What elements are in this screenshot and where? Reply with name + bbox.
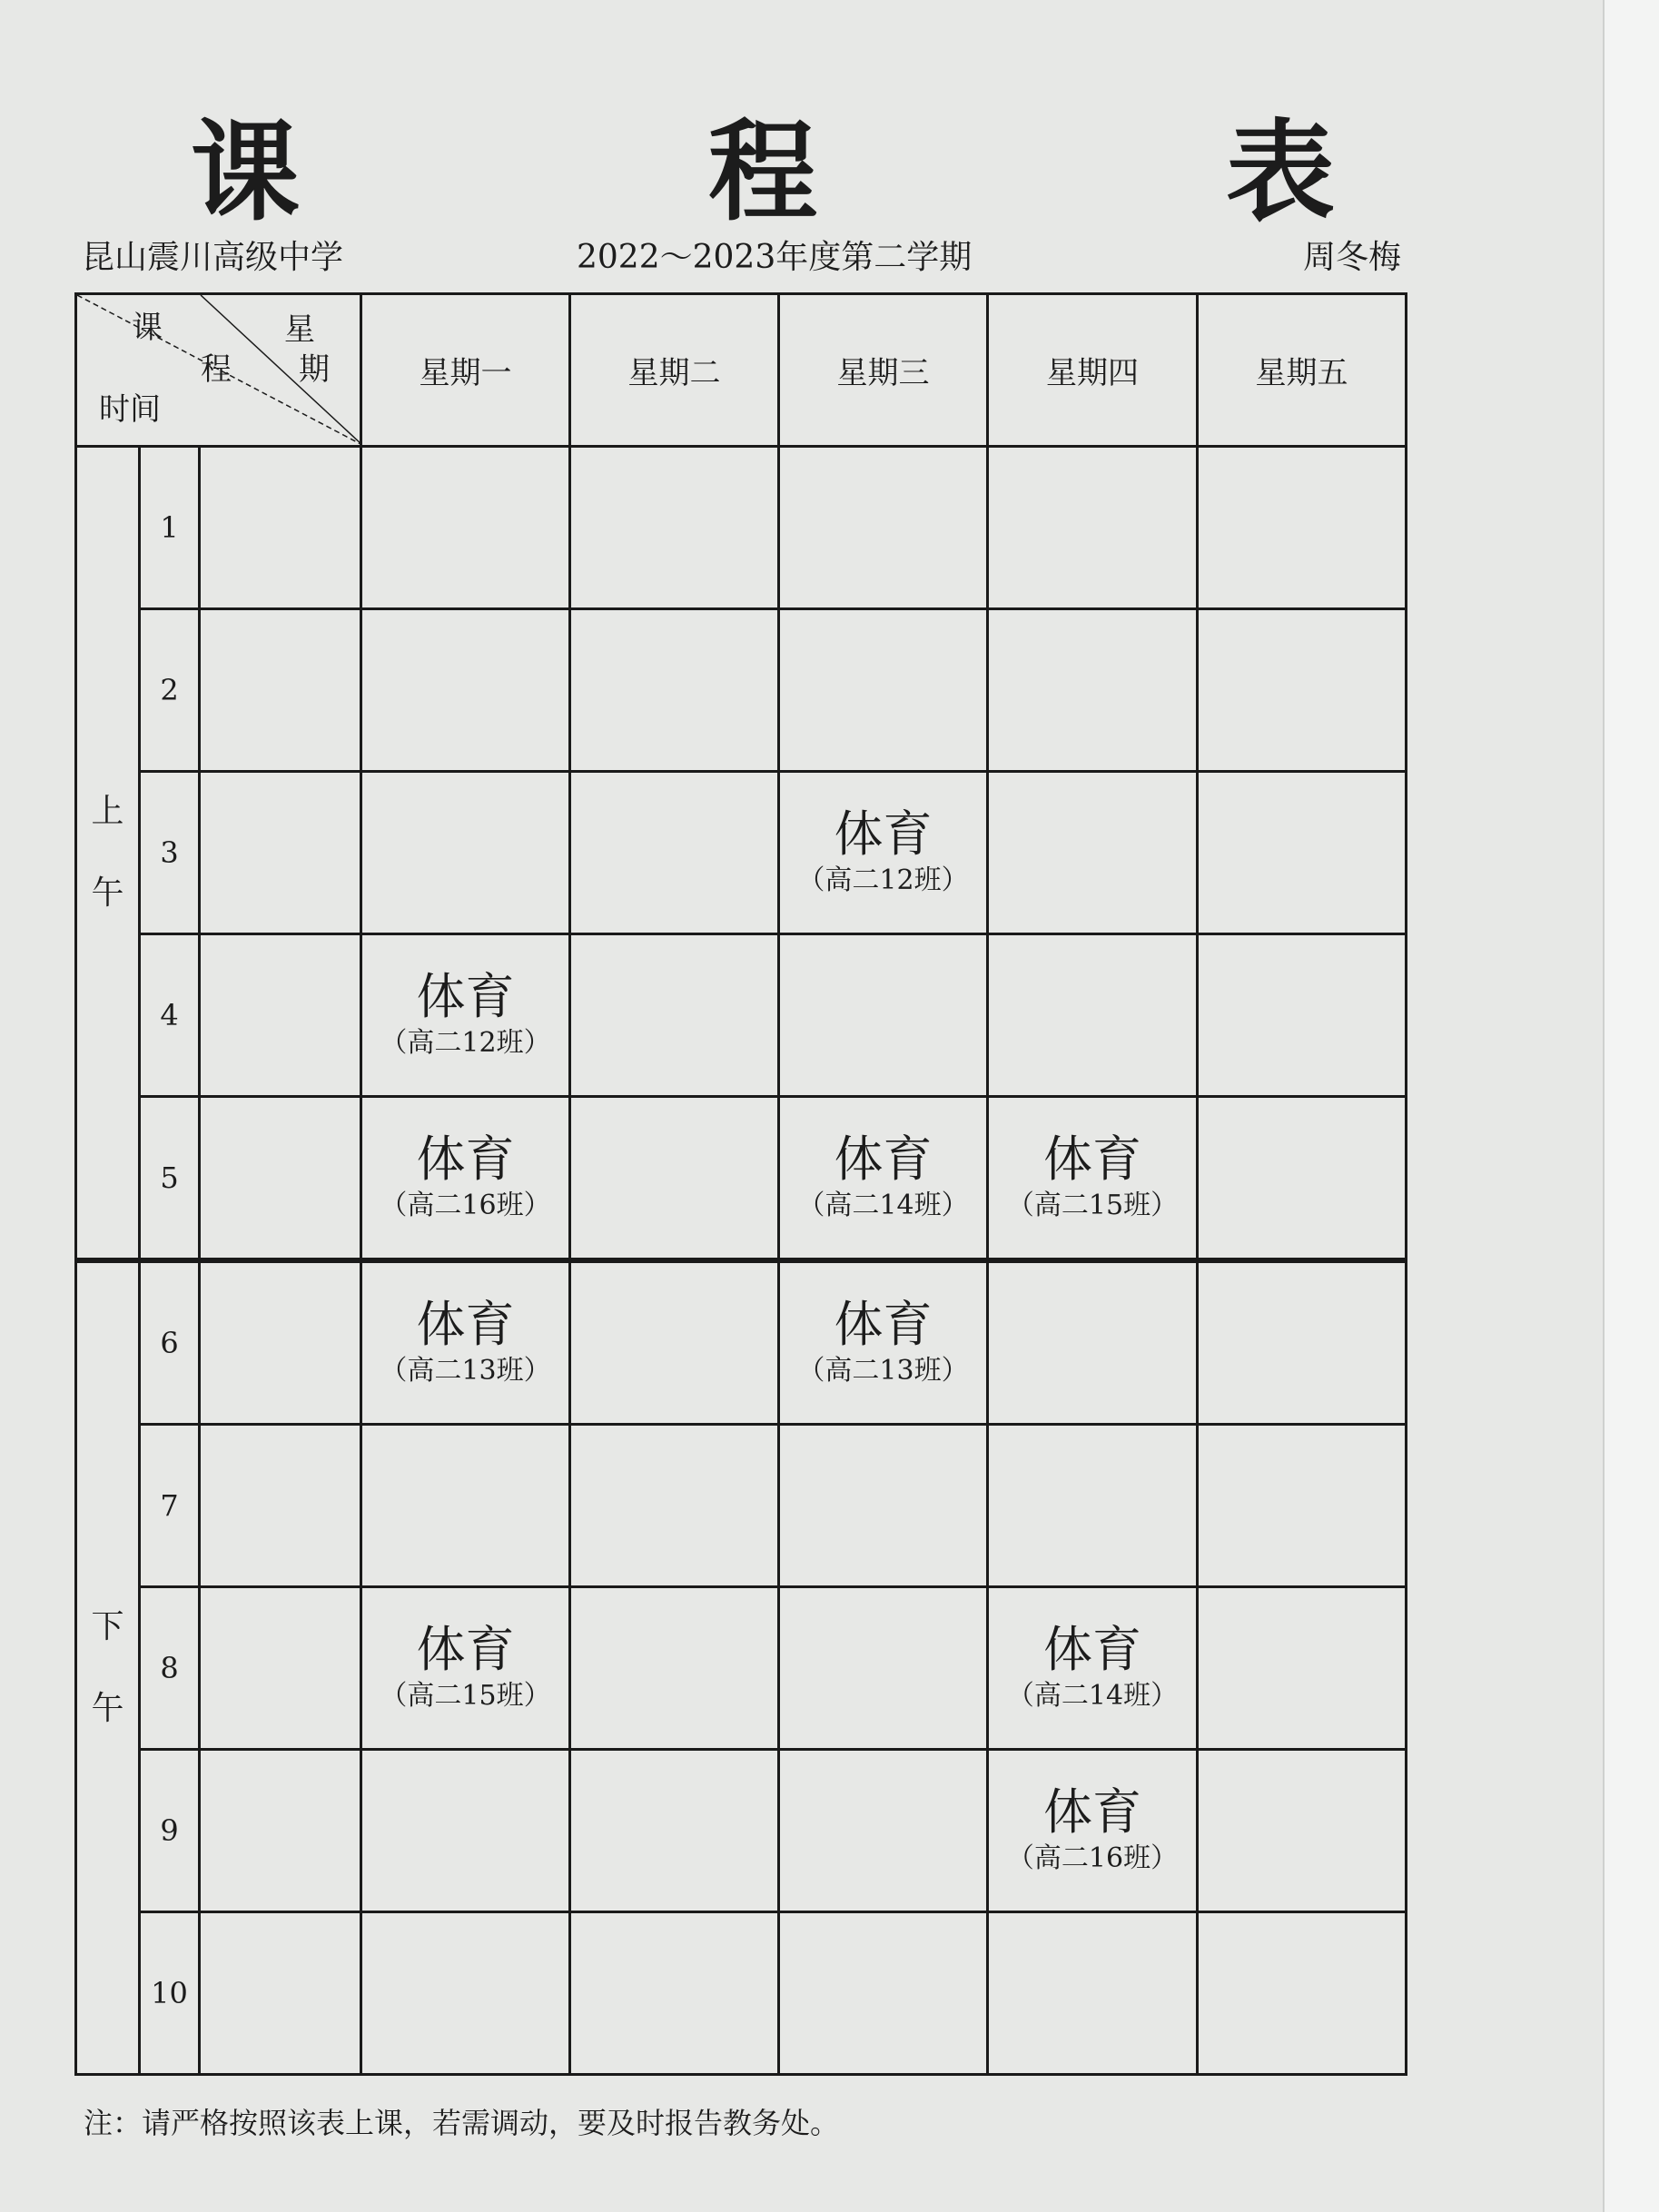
lesson-cell-fri (1198, 934, 1407, 1097)
lesson-cell-fri (1198, 1912, 1407, 2075)
lesson-cell-thu (988, 1425, 1198, 1587)
lesson-cell-mon (361, 1912, 570, 2075)
lesson-cell-thu (988, 934, 1198, 1097)
period-number: 10 (140, 1912, 200, 2075)
lesson-cell-mon (361, 772, 570, 934)
period-time-cell (200, 1750, 361, 1912)
period-row (76, 1750, 1407, 1912)
lesson-cell-mon (361, 934, 570, 1097)
period-number: 4 (140, 934, 200, 1097)
class-name: （高二12班） (797, 864, 969, 896)
period-number: 2 (140, 609, 200, 772)
day-header-thu: 星期四 (988, 294, 1198, 447)
lesson-cell-fri (1198, 772, 1407, 934)
lesson-cell-tue (570, 609, 779, 772)
corner-course-bottom: 程 (201, 351, 232, 388)
course-name: 体育 (834, 1296, 933, 1353)
lesson-cell-wed (779, 772, 988, 934)
course-name: 体育 (416, 1131, 515, 1188)
lesson-cell-thu (988, 1587, 1198, 1750)
lesson-cell-mon (361, 1750, 570, 1912)
lesson-cell-tue (570, 1912, 779, 2075)
lesson-cell-wed (779, 1912, 988, 2075)
course-name: 体育 (834, 1131, 933, 1188)
lesson-cell-fri (1198, 1260, 1407, 1425)
lesson-cell-tue (570, 934, 779, 1097)
period-row (76, 1425, 1407, 1587)
morning-label (76, 447, 140, 1261)
period-number: 9 (140, 1750, 200, 1912)
lesson-cell-tue (570, 772, 779, 934)
day-header-tue: 星期二 (570, 294, 779, 447)
period-row (76, 609, 1407, 772)
class-name: （高二16班） (380, 1190, 551, 1221)
lesson-cell-mon (361, 1425, 570, 1587)
lesson-cell-tue (570, 447, 779, 609)
class-name: （高二16班） (1006, 1842, 1179, 1874)
half-day-char: 午 (91, 874, 124, 912)
course-name: 体育 (1043, 1621, 1141, 1678)
lesson-cell-mon (361, 1260, 570, 1425)
course-name: 体育 (416, 1621, 515, 1678)
lesson-cell-tue (570, 1587, 779, 1750)
period-time-cell (200, 1425, 361, 1587)
period-row (76, 1097, 1407, 1261)
period-time-cell (200, 447, 361, 609)
lesson-cell-thu (988, 1097, 1198, 1261)
corner-week-top: 星 (284, 311, 315, 348)
lesson-cell-wed (779, 1097, 988, 1261)
period-time-cell (200, 1097, 361, 1261)
term-label: 2022～2023年度第二学期 (577, 239, 973, 276)
lesson-cell-mon (361, 1587, 570, 1750)
period-time-cell (200, 772, 361, 934)
period-time-cell (200, 934, 361, 1097)
course-name: 体育 (416, 968, 515, 1025)
lesson-cell-fri (1198, 1425, 1407, 1587)
lesson-cell-wed (779, 1260, 988, 1425)
lesson-cell-wed (779, 1425, 988, 1587)
class-name: （高二13班） (380, 1355, 551, 1387)
class-name: （高二12班） (380, 1027, 551, 1059)
corner-time: 时间 (99, 391, 161, 428)
header-row (76, 294, 1407, 447)
paper-edge (1603, 0, 1659, 2212)
period-number: 7 (140, 1425, 200, 1587)
lesson-cell-fri (1198, 447, 1407, 609)
class-name: （高二14班） (1006, 1680, 1179, 1712)
period-row (76, 934, 1407, 1097)
footer-note: 注：请严格按照该表上课，若需调动，要及时报告教务处。 (84, 2106, 840, 2140)
period-row (76, 1260, 1407, 1425)
lesson-cell-wed (779, 447, 988, 609)
corner-cell (76, 294, 361, 447)
period-number: 3 (140, 772, 200, 934)
day-header-mon: 星期一 (361, 294, 570, 447)
timetable (74, 292, 1407, 2076)
period-time-cell (200, 1587, 361, 1750)
course-name: 体育 (1043, 1131, 1141, 1188)
lesson-cell-thu (988, 1912, 1198, 2075)
period-row (76, 772, 1407, 934)
lesson-cell-fri (1198, 1097, 1407, 1261)
lesson-cell-mon (361, 1097, 570, 1261)
lesson-cell-fri (1198, 609, 1407, 772)
course-name: 体育 (416, 1296, 515, 1353)
lesson-cell-tue (570, 1425, 779, 1587)
period-time-cell (200, 1260, 361, 1425)
lesson-cell-mon (361, 609, 570, 772)
half-day-char: 下 (91, 1608, 124, 1645)
period-number: 6 (140, 1260, 200, 1425)
lesson-cell-tue (570, 1097, 779, 1261)
class-name: （高二15班） (380, 1680, 551, 1712)
lesson-cell-wed (779, 609, 988, 772)
lesson-cell-thu (988, 447, 1198, 609)
lesson-cell-thu (988, 1750, 1198, 1912)
lesson-cell-thu (988, 772, 1198, 934)
school-name: 昆山震川高级中学 (82, 239, 344, 276)
half-day-char: 午 (91, 1690, 124, 1727)
corner-course-top: 课 (132, 310, 163, 346)
course-name: 体育 (834, 805, 933, 863)
period-time-cell (200, 1912, 361, 2075)
corner-week-bottom: 期 (299, 351, 330, 388)
page-title: 课 程 表 (191, 108, 1485, 236)
period-number: 5 (140, 1097, 200, 1261)
day-header-wed: 星期三 (779, 294, 988, 447)
afternoon-label (76, 1260, 140, 2075)
lesson-cell-tue (570, 1750, 779, 1912)
class-name: （高二13班） (797, 1355, 969, 1387)
lesson-cell-wed (779, 1587, 988, 1750)
teacher-name: 周冬梅 (1303, 239, 1402, 276)
lesson-cell-fri (1198, 1750, 1407, 1912)
lesson-cell-mon (361, 447, 570, 609)
period-row (76, 447, 1407, 609)
lesson-cell-fri (1198, 1587, 1407, 1750)
course-name: 体育 (1043, 1783, 1141, 1841)
lesson-cell-thu (988, 609, 1198, 772)
lesson-cell-wed (779, 1750, 988, 1912)
period-row (76, 1587, 1407, 1750)
lesson-cell-thu (988, 1260, 1198, 1425)
class-name: （高二14班） (797, 1190, 969, 1221)
lesson-cell-tue (570, 1260, 779, 1425)
day-header-fri: 星期五 (1198, 294, 1407, 447)
period-time-cell (200, 609, 361, 772)
half-day-char: 上 (91, 793, 124, 830)
period-number: 8 (140, 1587, 200, 1750)
class-name: （高二15班） (1006, 1190, 1179, 1221)
lesson-cell-wed (779, 934, 988, 1097)
period-row (76, 1912, 1407, 2075)
period-number: 1 (140, 447, 200, 609)
